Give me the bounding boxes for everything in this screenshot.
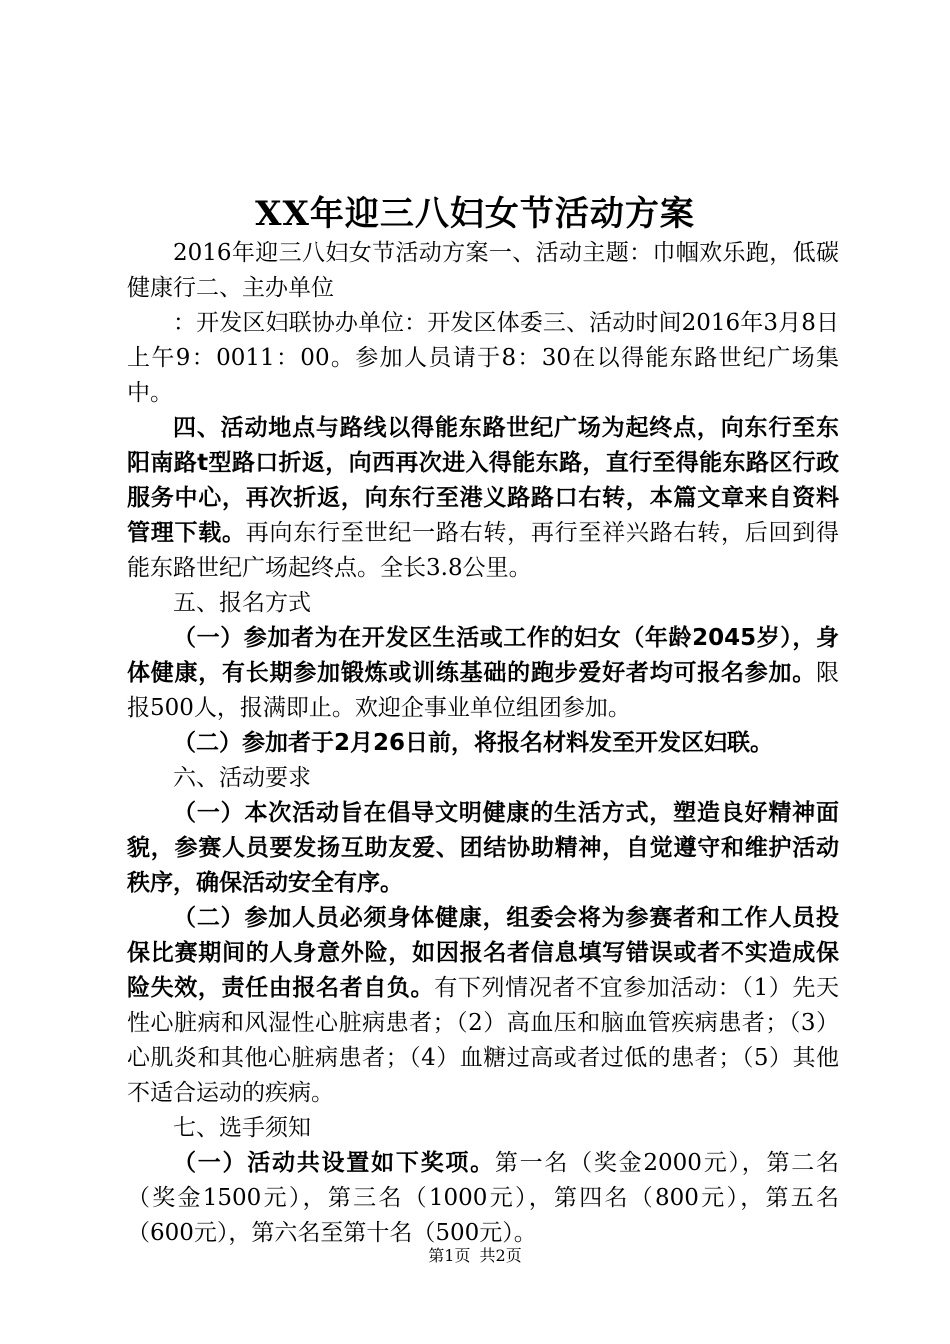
paragraph [127,1111,839,1146]
paragraph-text: （一）本次活动旨在倡导文明健康的生活方式，塑造良好精神面貌，参赛人员要发扬互助友爱、团结协助精神，自觉遵守和维护活动秩序，确保活动安全有序。 [127,800,839,896]
paragraph [127,761,839,796]
page-footer [0,1243,950,1266]
paragraph-text: 限报500人，报满即止。欢迎企事业单位组团参加。 [127,660,839,721]
document-body [127,236,839,1251]
paragraph-text: 第一名（奖金2000元），第二名（奖金1500元），第三名（1000元），第四名（800元），第五名（600元），第六名至第十名（500元）。 [127,1150,839,1246]
paragraph [127,901,839,1111]
paragraph-text: （二）参加者于2月26日前，将报名材料发至开发区妇联。 [173,730,774,756]
page-total: 共2页 [479,1246,522,1265]
paragraph-text: 五、报名方式 [173,590,311,616]
paragraph-text: ：开发区妇联协办单位：开发区体委三、活动时间2016年3月8日上午9：0011：00。参加人员请于8：30在以得能东路世纪广场集中。 [127,310,839,406]
paragraph [127,796,839,901]
paragraph [127,621,839,726]
page-number: 第1页 [428,1246,471,1265]
paragraph-text: 有下列情况者不宜参加活动：（1）先天性心脏病和风湿性心脏病患者；（2）高血压和脑血管疾病患者；（3）心肌炎和其他心脏病患者；（4）血糖过高或者过低的患者；（5）其他不适合运动的疾病。 [127,975,840,1106]
paragraph [127,306,839,411]
paragraph-text: 再向东行至世纪一路右转，再行至祥兴路右转，后回到得能东路世纪广场起终点。全长3.8公里。 [127,520,840,581]
paragraph-text: 六、活动要求 [173,765,311,791]
paragraph-text: （一）参加者为在开发区生活或工作的妇女（年龄2045岁），身体健康，有长期参加锻炼或训练基础的跑步爱好者均可报名参加。 [127,625,839,686]
paragraph-text: 七、选手须知 [173,1115,311,1141]
paragraph-text: 四、活动地点与路线以得能东路世纪广场为起终点，向东行至东阳南路t型路口折返，向西再次进入得能东路，直行至得能东路区行政服务中心，再次折返，向东行至港义路路口右转，本篇文章来自资料管理下载。 [127,415,839,546]
paragraph [127,726,839,761]
paragraph [127,236,839,306]
paragraph [127,586,839,621]
paragraph-text: （二）参加人员必须身体健康，组委会将为参赛者和工作人员投保比赛期间的人身意外险，如因报名者信息填写错误或者不实造成保险失效，责任由报名者自负。 [127,905,839,1001]
page-title: XX年迎三八妇女节活动方案 [255,194,695,234]
paragraph [127,1146,839,1251]
paragraph [127,411,839,586]
paragraph-text: 2016年迎三八妇女节活动方案一、活动主题：巾帼欢乐跑，低碳健康行二、主办单位 [127,240,839,301]
paragraph-text: （一）活动共设置如下奖项。 [173,1150,495,1176]
